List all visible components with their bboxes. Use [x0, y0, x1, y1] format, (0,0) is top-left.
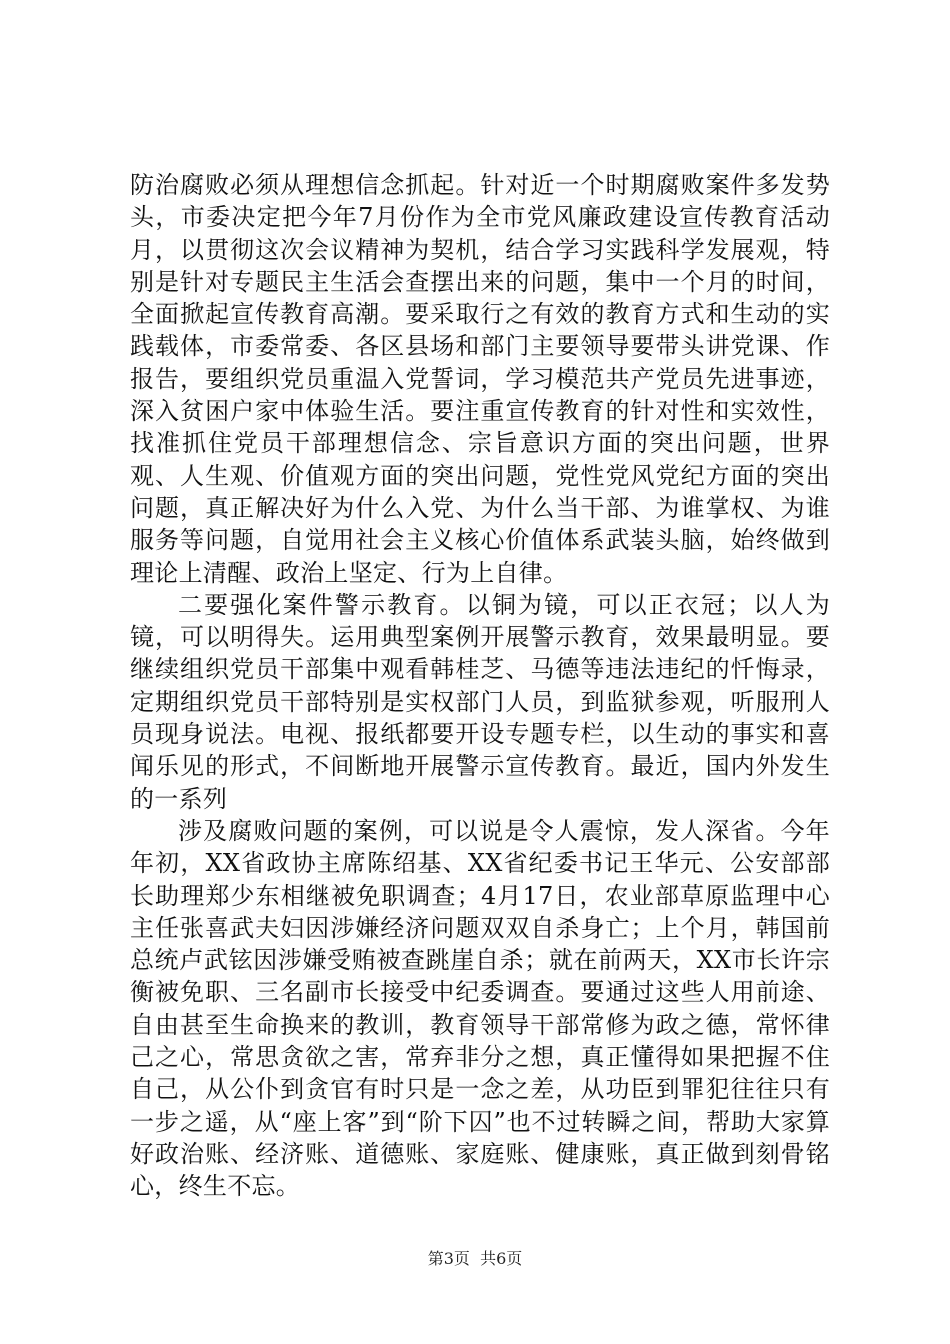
paragraph-corruption-cases: 涉及腐败问题的案例，可以说是令人震惊，发人深省。今年年初，XX省政协主席陈绍基、XX省纪委书记王华元、公安部部长助理郑少东相继被免职调查；4月17日，农业部草原监理中心主任张喜武夫妇因涉嫌经济问题双双自杀身亡；上个月，韩国前总统卢武铉因涉嫌受贿被查跳崖自杀；就在前两天，XX市长许宗衡被免职、三名副市长接受中纪委调查。要通过这些人用前途、自由甚至生命换来的教训，教育领导干部常修为政之德，常怀律己之心，常思贪欲之害，常弃非分之想，真正懂得如果把握不住自己，从公仆到贪官有时只是一念之差，从功臣到罪犯往往只有一步之遥，从“座上客”到“阶下囚”也不过转瞬之间，帮助大家算好政治账、经济账、道德账、家庭账、健康账，真正做到刻骨铭心，终生不忘。 — [130, 816, 830, 1201]
document-body — [130, 169, 830, 1203]
paragraph-case-warning-education: 二要强化案件警示教育。以铜为镜，可以正衣冠；以人为镜，可以明得失。运用典型案例开展警示教育，效果最明显。要继续组织党员干部集中观看韩桂芝、马德等违法违纪的忏悔录，定期组织党员干部特别是实权部门人员，到监狱参观，听服刑人员现身说法。电视、报纸都要开设专题专栏，以生动的事实和喜闻乐见的形式，不间断地开展警示宣传教育。最近，国内外发生的一系列 — [130, 590, 830, 813]
paragraph-ideals-education: 防治腐败必须从理想信念抓起。针对近一个时期腐败案件多发势头，市委决定把今年7月份作为全市党风廉政建设宣传教育活动月，以贯彻这次会议精神为契机，结合学习实践科学发展观，特别是针对专题民主生活会查摆出来的问题，集中一个月的时间，全面掀起宣传教育高潮。要采取行之有效的教育方式和生动的实践载体，市委常委、各区县场和部门主要领导要带头讲党课、作报告，要组织党员重温入党誓词，学习模范共产党员先进事迹，深入贫困户家中体验生活。要注重宣传教育的针对性和实效性，找准抓住党员干部理想信念、宗旨意识方面的突出问题，世界观、人生观、价值观方面的突出问题，党性党风党纪方面的突出问题，真正解决好为什么入党、为什么当干部、为谁掌权、为谁服务等问题，自觉用社会主义核心价值体系武装头脑，始终做到理论上清醒、政治上坚定、行为上自律。 — [130, 171, 830, 587]
page-number-footer: 第3页 共6页 — [427, 1249, 523, 1268]
